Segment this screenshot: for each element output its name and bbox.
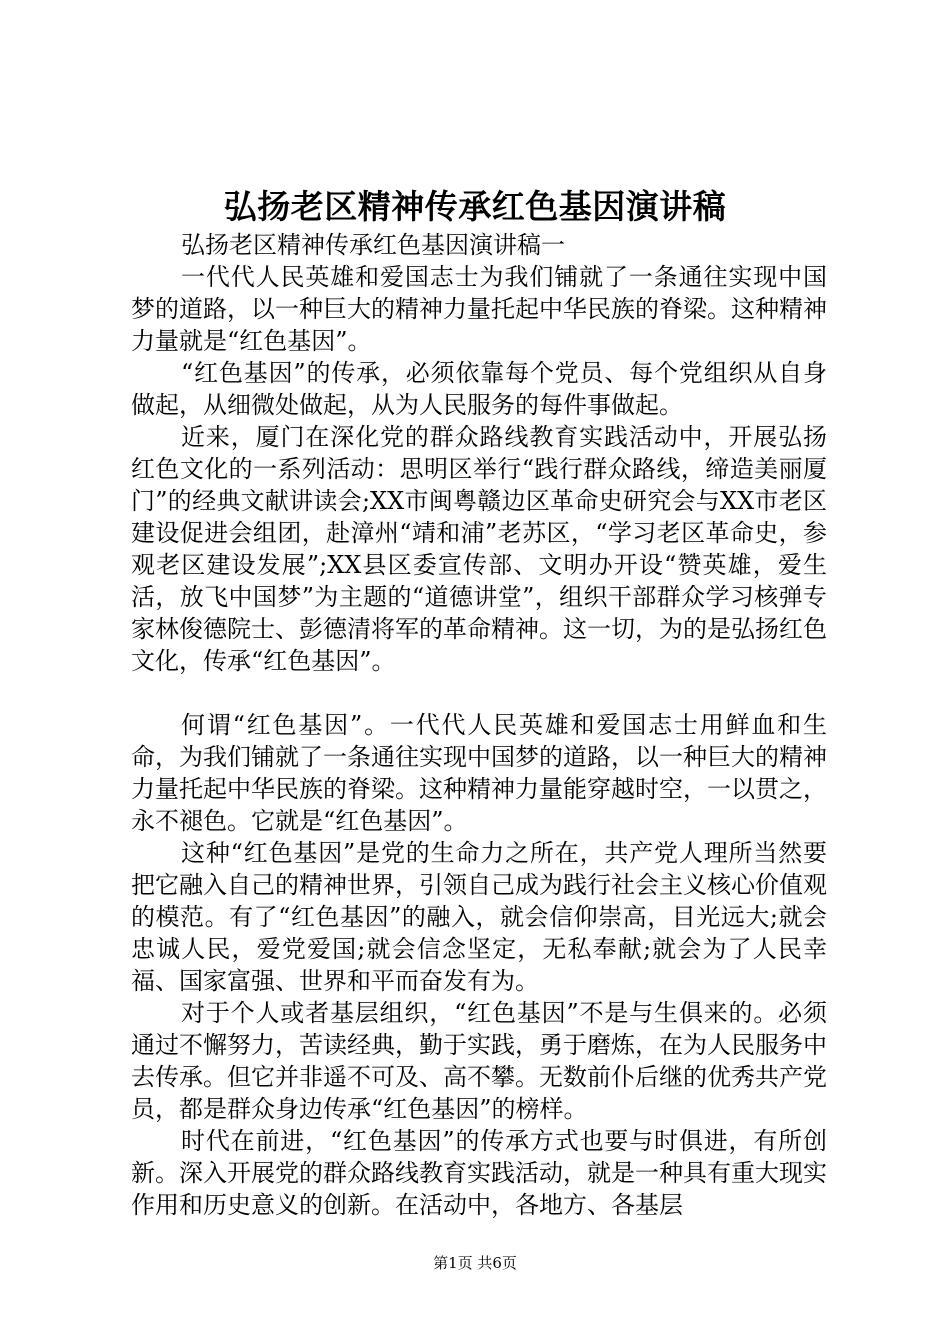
document-title: 弘扬老区精神传承红色基因演讲稿	[223, 187, 727, 226]
paragraph: 时代在前进，“红色基因”的传承方式也要与时俱进，有所创新。深入开展党的群众路线教育实践活动，就是一种具有重大现实作用和历史意义的创新。在活动中，各地方、各基层	[131, 1127, 827, 1219]
paragraph-subtitle: 弘扬老区精神传承红色基因演讲稿一	[181, 231, 565, 259]
paragraph: 对于个人或者基层组织，“红色基因”不是与生俱来的。必须通过不懈努力，苦读经典，勤于实践，勇于磨炼，在为人民服务中去传承。但它并非遥不可及、高不攀。无数前仆后继的优秀共产党员，都是群众身边传承“红色基因”的榜样。	[131, 999, 827, 1123]
paragraph: 何谓“红色基因”。一代代人民英雄和爱国志士用鲜血和生命，为我们铺就了一条通往实现中国梦的道路，以一种巨大的精神力量托起中华民族的脊梁。这种精神力量能穿越时空，一以贯之，永不褪色。它就是“红色基因”。	[131, 711, 827, 835]
document-body	[131, 229, 827, 1221]
paragraph: 近来，厦门在深化党的群众路线教育实践活动中，开展弘扬红色文化的一系列活动：思明区举行“践行群众路线，缔造美丽厦门”的经典文献讲读会;XX市闽粤赣边区革命史研究会与XX市老区建设促进会组团，赴漳州“靖和浦”老苏区，“学习老区革命史，参观老区建设发展”;XX县区委宣传部、文明办开设“赞英雄，爱生活，放飞中国梦”为主题的“道德讲堂”，组织干部群众学习核弹专家林俊德院士、彭德清将军的革命精神。这一切，为的是弘扬红色文化，传承“红色基因”。	[131, 423, 827, 675]
paragraph: 这种“红色基因”是党的生命力之所在，共产党人理所当然要把它融入自己的精神世界，引领自己成为践行社会主义核心价值观的模范。有了“红色基因”的融入，就会信仰崇高，目光远大;就会忠诚人民，爱党爱国;就会信念坚定，无私奉献;就会为了人民幸福、国家富强、世界和平而奋发有为。	[131, 839, 827, 995]
paragraph: 一代代人民英雄和爱国志士为我们铺就了一条通往实现中国梦的道路，以一种巨大的精神力量托起中华民族的脊梁。这种精神力量就是“红色基因”。	[131, 263, 827, 355]
paragraph: “红色基因”的传承，必须依靠每个党员、每个党组织从自身做起，从细微处做起，从为人民服务的每件事做起。	[131, 359, 827, 419]
page-number-footer: 第1页 共6页	[433, 1254, 517, 1272]
